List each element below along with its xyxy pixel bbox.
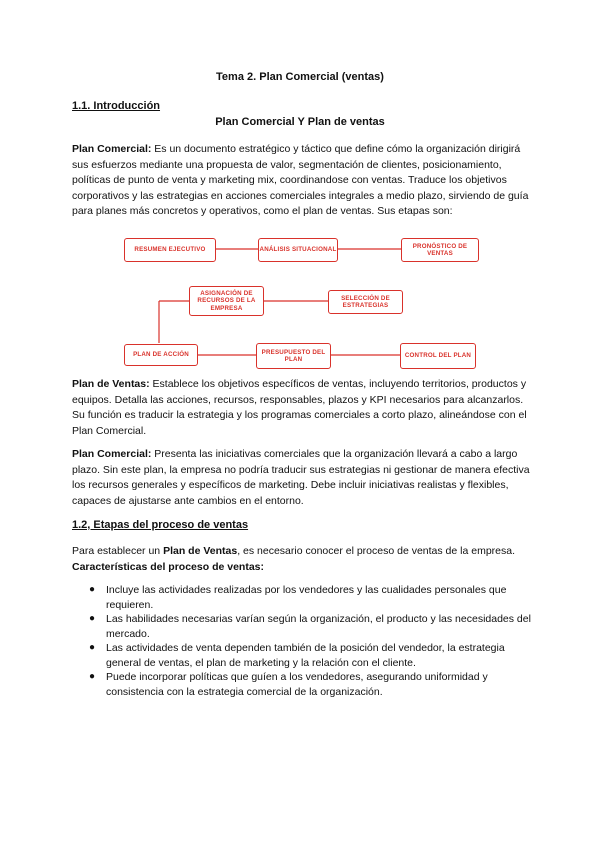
section-heading-introduccion: 1.1. Introducción [72, 100, 161, 112]
term-plan-comercial: Plan Comercial: [72, 143, 152, 155]
list-item [72, 612, 532, 641]
list-item-text: Puede incorporar políticas que guíen a los vendedores, asegurando uniformidad y consistencia con la estrategia comercial de la organización. [106, 671, 488, 698]
paragraph-proceso-ventas [72, 544, 534, 575]
etapas-diagram [111, 231, 491, 377]
caracteristicas-list [72, 583, 532, 699]
bullet-icon: ● [89, 613, 96, 624]
term-plan-de-ventas: Plan de Ventas: [72, 378, 150, 390]
document-title: Tema 2. Plan Comercial (ventas) [216, 71, 384, 83]
paragraph-plan-comercial-2 [72, 447, 534, 509]
paragraph-plan-comercial [72, 142, 534, 220]
box-seleccion-estrategias: SELECCIÓN DE ESTRATEGIAS [328, 290, 403, 314]
section-heading-etapas: 1.2, Etapas del proceso de ventas [72, 519, 249, 531]
paragraph-text: Para establecer un [72, 545, 164, 557]
section-subtitle: Plan Comercial Y Plan de ventas [215, 116, 385, 128]
box-resumen-ejecutivo: RESUMEN EJECUTIVO [124, 238, 216, 262]
paragraph-text: Es un documento estratégico y táctico que define cómo la organización dirigirá sus esfuerzos mediante una propuesta de valor, segmentación de clientes, posicionamiento, políticas de punto de venta y marketing mix, coordinandose con ventas. Traduce los objetivos corporativos y las estrategias en acciones comerciales integrales a medio plazo, sirviendo de guía para planes más concretos y operativos, como el plan de ventas. Sus etapas son: [72, 143, 529, 217]
box-control-plan: CONTROL DEL PLAN [400, 343, 476, 369]
list-item [72, 583, 532, 612]
box-asignacion-recursos: ASIGNACIÓN DE RECURSOS DE LA EMPRESA [189, 286, 264, 316]
list-item-text: Las habilidades necesarias varían según la organización, el producto y las necesidades del mercado. [106, 613, 531, 640]
list-item [72, 641, 532, 670]
term-plan-comercial: Plan Comercial: [72, 448, 152, 460]
box-analisis-situacional: ANÁLISIS SITUACIONAL [258, 238, 338, 262]
box-pronostico-ventas: PRONÓSTICO DE VENTAS [401, 238, 479, 262]
list-item-text: Incluye las actividades realizadas por los vendedores y las cualidades personales que requieren. [106, 584, 507, 611]
box-plan-de-accion: PLAN DE ACCIÓN [124, 344, 198, 366]
bullet-icon: ● [89, 584, 96, 595]
term-plan-de-ventas: Plan de Ventas [163, 545, 238, 557]
bullet-icon: ● [89, 642, 96, 653]
list-item [72, 670, 532, 699]
bullet-icon: ● [89, 671, 96, 682]
paragraph-text: Establece los objetivos específicos de ventas, incluyendo territorios, productos y equipos. Detalla las acciones, recursos, responsables, plazos y KPI necesarios para alcanzarlos. Su función es traducir la estrategia y los programas comerciales a corto plazo, alineándose con el Plan Comercial. [72, 378, 527, 437]
paragraph-plan-de-ventas [72, 377, 534, 439]
box-presupuesto-plan: PRESUPUESTO DEL PLAN [256, 343, 331, 369]
term-caracteristicas: Características del proceso de ventas: [72, 560, 265, 573]
paragraph-text: Presenta las iniciativas comerciales que la organización llevará a cabo a largo plazo. Sin este plan, la empresa no podría traducir sus estrategias ni gestionar de manera efectiva los recursos generales y específicos de marketing. Debe incluir iniciativas realistas y flexibles, capaces de ajustarse ante cambios en el entorno. [72, 448, 530, 507]
paragraph-text: , es necesario conocer el proceso de ventas de la empresa. [237, 545, 516, 557]
list-item-text: Las actividades de venta dependen también de la posición del vendedor, la estrategia general de ventas, el plan de marketing y la relación con el cliente. [106, 642, 505, 669]
